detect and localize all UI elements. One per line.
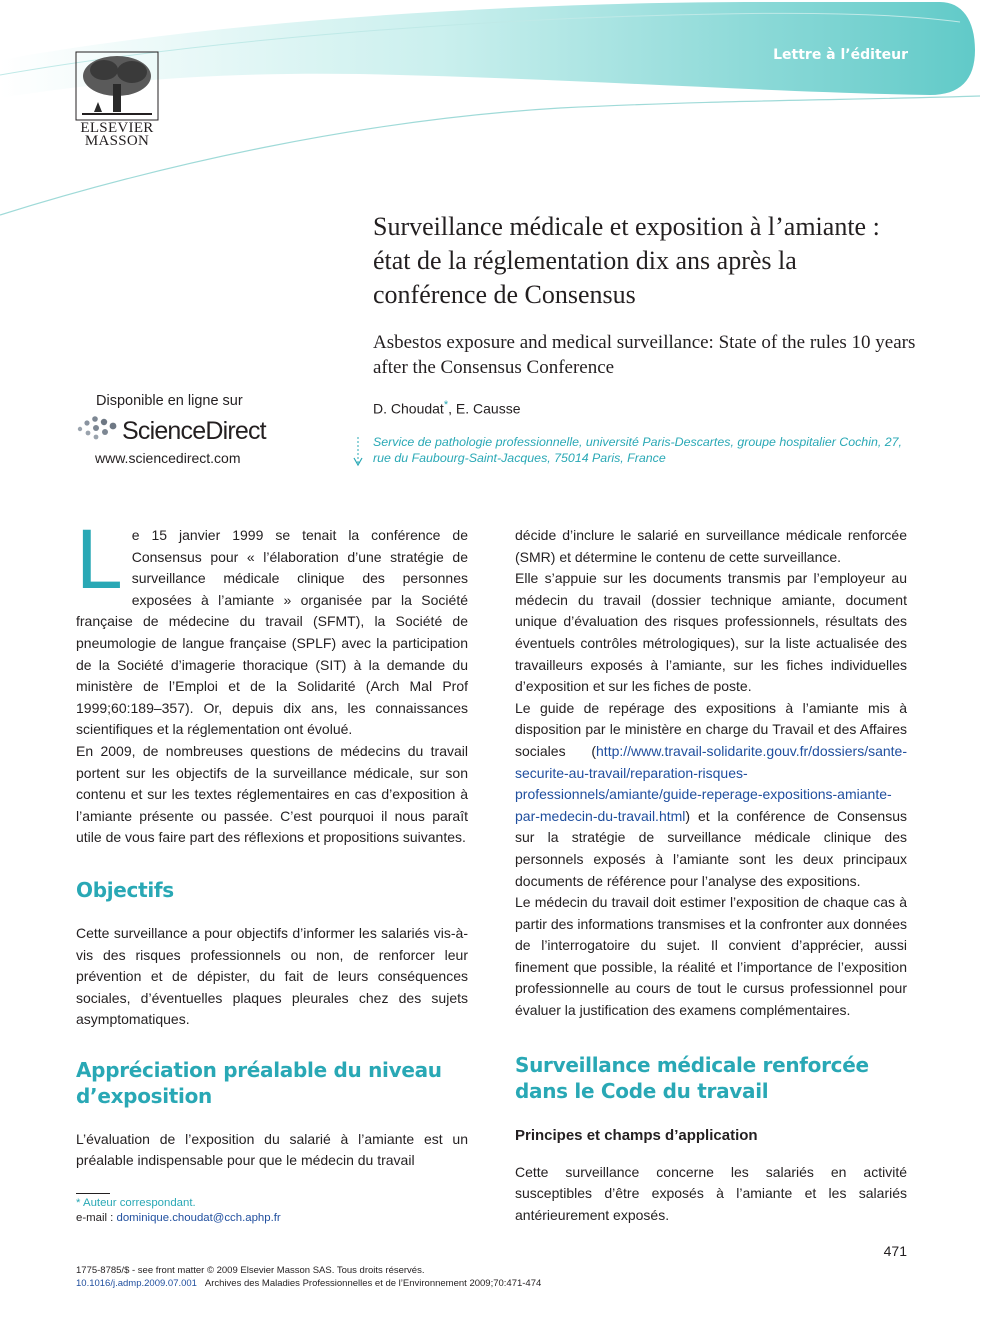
body-paragraph: Elle s’appuie sur les documents transmis par l’employeur au médecin du travail (dossier technique amiante, document unique d’évaluation des risques professionnels, résultats des éventuels contrôles métrologiques), sur la liste actualisée des travailleurs exposés à l’amiante, sur les fiches individuelles d’exposition et sur les fiches de poste. bbox=[515, 570, 907, 695]
footnote bbox=[76, 1196, 281, 1226]
guide-url-link[interactable]: http://www.travail-solidarite.gouv.fr/dossiers/sante-securite-au-travail/reparation-risques-professionnels/amiante/guide-reperage-expositions-amiante-par-medecin-du-travail.html bbox=[515, 742, 907, 824]
publisher-name-line2: MASSON bbox=[84, 133, 150, 149]
article-subtitle: Asbestos exposure and medical surveillance: State of the rules 10 years after the Consensus Conference bbox=[373, 332, 916, 378]
journal-citation: Archives des Maladies Professionnelles et de l’Environnement 2009;70:471-474 bbox=[204, 1278, 542, 1289]
left-column bbox=[76, 512, 468, 1172]
sciencedirect-brand: ScienceDirect bbox=[122, 417, 266, 445]
link-trail-text: ) et la conférence de Consensus sur la stratégie de surveillance médicale clinique des personnels exposés à l’amiante sont les deux principaux documents de référence pour l’analyse des expositions. bbox=[515, 807, 907, 889]
link-lead-text: Le guide de repérage des expositions à l’amiante mis à disposition par le ministère en charge du Travail et des Affaires sociales ( bbox=[515, 699, 907, 759]
body-paragraph: décide d’inclure le salarié en surveillance médicale renforcée (SMR) et détermine le contenu de cette surveillance. bbox=[515, 527, 907, 565]
sciencedirect-url[interactable]: www.sciencedirect.com bbox=[95, 450, 241, 466]
sciencedirect-dots-icon bbox=[76, 413, 122, 441]
imprint bbox=[76, 1264, 541, 1290]
body-paragraph: Cette surveillance concerne les salariés en activité susceptibles d’être exposés à l’amiante et les salariés antérieurement exposés. bbox=[515, 1163, 907, 1223]
article-title: Surveillance médicale et exposition à l’amiante : état de la réglementation dix ans après la conférence de Consensus bbox=[373, 212, 880, 309]
right-column bbox=[515, 525, 907, 1226]
body-paragraph: L’évaluation de l’exposition du salarié à l’amiante est un préalable indispensable pour que le médecin du travail bbox=[76, 1130, 468, 1169]
author-list bbox=[373, 399, 520, 417]
author-email-link[interactable]: dominique.choudat@cch.aphp.fr bbox=[116, 1212, 281, 1224]
section-label: Lettre à l’éditeur bbox=[773, 47, 908, 63]
sciencedirect-block[interactable] bbox=[76, 393, 276, 473]
citation-line bbox=[76, 1277, 541, 1290]
email-label: e-mail : bbox=[76, 1212, 117, 1224]
sciencedirect-available-text: Disponible en ligne sur bbox=[96, 393, 243, 409]
copyright-line: 1775-8785/$ - see front matter © 2009 Elsevier Masson SAS. Tous droits réservés. bbox=[76, 1265, 425, 1276]
corresponding-author-note: * Auteur correspondant. bbox=[76, 1197, 196, 1209]
publisher-logo bbox=[74, 50, 160, 150]
section-heading-objectifs: Objectifs bbox=[76, 877, 174, 902]
elsevier-tree-icon bbox=[74, 50, 160, 122]
page-number: 471 bbox=[883, 1243, 907, 1259]
footnote-rule bbox=[76, 1193, 110, 1194]
author-email-line bbox=[76, 1211, 281, 1226]
intro-paragraph bbox=[76, 512, 468, 741]
corresponding-author-mark[interactable]: * bbox=[443, 399, 449, 411]
body-paragraph: Cette surveillance a pour objectifs d’informer les salariés vis-à-vis des risques professionnels ou non, de renforcer leur prévention et de dépister, du fait de leurs conséquences sociales, d’éventuelles plaques pleurales chez des sujets asymptomatiques. bbox=[76, 924, 468, 1028]
subsection-heading-principes: Principes et champs d’application bbox=[515, 1126, 758, 1144]
body-paragraph: En 2009, de nombreuses questions de médecins du travail portent sur les objectifs de la surveillance médicale, sur son contenu et sur les textes réglementaires en cas d’exposition à l’amiante présente ou passée. C’est pourquoi il nous paraît utile de vous faire part des réflexions et propositions suivantes. bbox=[76, 742, 468, 846]
author-affiliation: Service de pathologie professionnelle, université Paris-Descartes, groupe hospitalier Cochin, 27, rue du Faubourg-Saint-Jacques, 75014 Paris, France bbox=[373, 435, 902, 465]
intro-text: e 15 janvier 1999 se tenait la conférence de Consensus pour « l’élaboration d’une stratégie de surveillance médicale clinique des personnes exposées à l’amiante » organisée par la Société française de médecine du travail (SFMT), la Société de pneumologie de langue française (SPLF) avec la participation de la Société d’imagerie thoracique (SIT) à la demande du ministère de l’Emploi et de la Solidarité (Arch Mal Prof 1999;60:189–357). Or, depuis dix ans, les connaissances scientifiques et la réglementation ont évolué. bbox=[76, 527, 468, 738]
drop-cap: L bbox=[76, 512, 123, 606]
author-name: D. Choudat bbox=[373, 400, 444, 417]
section-heading-appreciation: Appréciation préalable du niveau d’exposition bbox=[76, 1057, 442, 1108]
doi-link[interactable]: 10.1016/j.admp.2009.07.001 bbox=[76, 1278, 197, 1289]
body-paragraph-with-link bbox=[515, 698, 907, 892]
body-paragraph: Le médecin du travail doit estimer l’exposition de chaque cas à partir des informations transmises et la confronter aux données de l’interrogatoire du sujet. Il convient d’apprécier, aussi finement que possible, la réalité et l’importance de l’exposition professionnelle au cours de tout le cursus professionnel pour évaluer la justification des examens complémentaires. bbox=[515, 894, 907, 1019]
author-name: , E. Causse bbox=[448, 400, 521, 417]
section-heading-smr: Surveillance médicale renforcée dans le Code du travail bbox=[515, 1052, 869, 1103]
publisher-name-line1: ELSEVIER bbox=[80, 120, 154, 136]
affiliation-arrow-icon bbox=[352, 437, 364, 467]
